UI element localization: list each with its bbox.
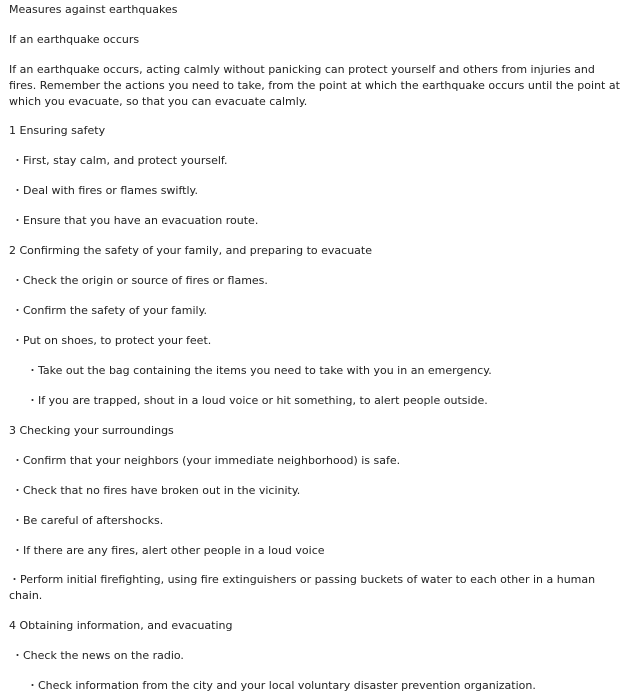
sub-list-item: ・Take out the bag containing the items you need to take with you in an emergency. <box>27 364 492 377</box>
section-heading: 4 Obtaining information, and evacuating <box>9 619 233 632</box>
list-item: ・Put on shoes, to protect your feet. <box>12 334 212 347</box>
section-heading: 3 Checking your surroundings <box>9 424 174 437</box>
sub-list-item: ・Check information from the city and your local voluntary disaster prevention organization. <box>27 679 536 692</box>
section-heading: 1 Ensuring safety <box>9 124 106 137</box>
list-item: ・Confirm the safety of your family. <box>12 304 208 317</box>
page-title: Measures against earthquakes <box>9 3 178 16</box>
page-subtitle: If an earthquake occurs <box>9 33 140 46</box>
list-item: ・Deal with fires or flames swiftly. <box>12 184 198 197</box>
list-item: ・Check the news on the radio. <box>12 649 184 662</box>
list-item: ・Check that no fires have broken out in the vicinity. <box>12 484 301 497</box>
list-item: ・Check the origin or source of fires or flames. <box>12 274 268 287</box>
sub-list-item: ・If you are trapped, shout in a loud voice or hit something, to alert people outside. <box>27 394 488 407</box>
list-item: ・Perform initial firefighting, using fire extinguishers or passing buckets of water to each other in a human chain. <box>9 573 596 602</box>
list-item: ・First, stay calm, and protect yourself. <box>12 154 228 167</box>
list-item: ・Be careful of aftershocks. <box>12 514 164 527</box>
section-heading: 2 Confirming the safety of your family, and preparing to evacuate <box>9 244 372 257</box>
list-item: ・If there are any fires, alert other people in a loud voice <box>12 544 325 557</box>
intro-paragraph: If an earthquake occurs, acting calmly without panicking can protect yourself and others from injuries and fires. Remember the actions you need to take, from the point at which the earthquake occurs until the point at which you evacuate, so that you can evacuate calmly. <box>9 63 620 108</box>
list-item: ・Ensure that you have an evacuation route. <box>12 214 259 227</box>
list-item: ・Confirm that your neighbors (your immediate neighborhood) is safe. <box>12 454 401 467</box>
